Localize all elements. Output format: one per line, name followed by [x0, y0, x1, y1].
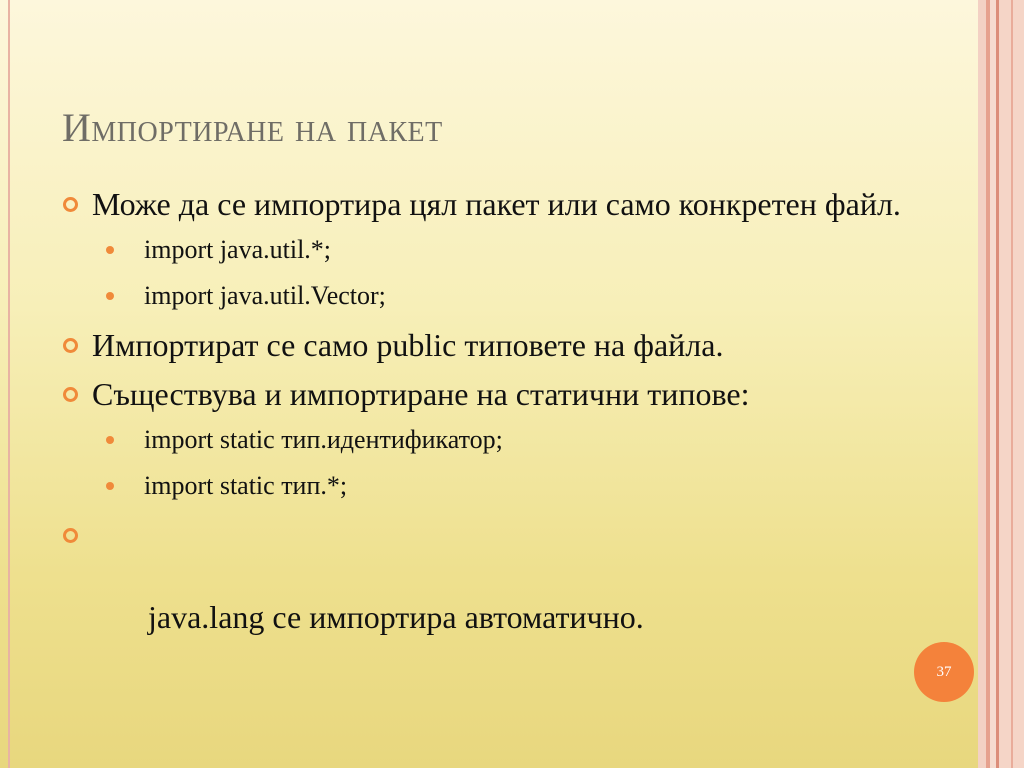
- dot-bullet-icon: [106, 246, 114, 254]
- sub-bullet-item: [62, 469, 942, 503]
- right-decor-stripe: [1011, 0, 1013, 768]
- bullet-item: [62, 325, 942, 366]
- bullet-text: Импортират се само public типовете на файла.: [92, 327, 724, 363]
- slide-content: [62, 184, 942, 687]
- circle-bullet-icon: [63, 197, 78, 212]
- circle-bullet-icon: [63, 528, 78, 543]
- bullet-text: Може да се импортира цял пакет или само конкретен файл.: [92, 186, 901, 222]
- sub-bullet-text: import static тип.*;: [144, 471, 348, 500]
- dot-bullet-icon: [106, 436, 114, 444]
- sub-bullet-text: import static тип.идентификатор;: [144, 425, 503, 454]
- right-decor-stripe: [978, 0, 986, 768]
- circle-bullet-icon: [63, 338, 78, 353]
- page-number: 37: [936, 663, 952, 680]
- page-number-badge: [914, 642, 974, 702]
- bullet-item: [62, 515, 942, 679]
- dot-bullet-icon: [106, 482, 114, 490]
- bullet-text: java.lang се импортира автоматично.: [140, 599, 644, 635]
- bullet-text: Съществува и импортиране на статични типове:: [92, 376, 750, 412]
- circle-bullet-icon: [63, 387, 78, 402]
- sub-bullet-text: import java.util.Vector;: [144, 281, 386, 310]
- dot-bullet-icon: [106, 292, 114, 300]
- bullet-item: [62, 374, 942, 415]
- slide-title: Импортиране на пакет: [62, 105, 443, 150]
- sub-bullet-text: import java.util.*;: [144, 235, 332, 264]
- bullet-item: [62, 184, 942, 225]
- sub-bullet-item: [62, 279, 942, 313]
- left-border-line: [8, 0, 10, 768]
- sub-bullet-item: [62, 423, 942, 457]
- sub-bullet-item: [62, 233, 942, 267]
